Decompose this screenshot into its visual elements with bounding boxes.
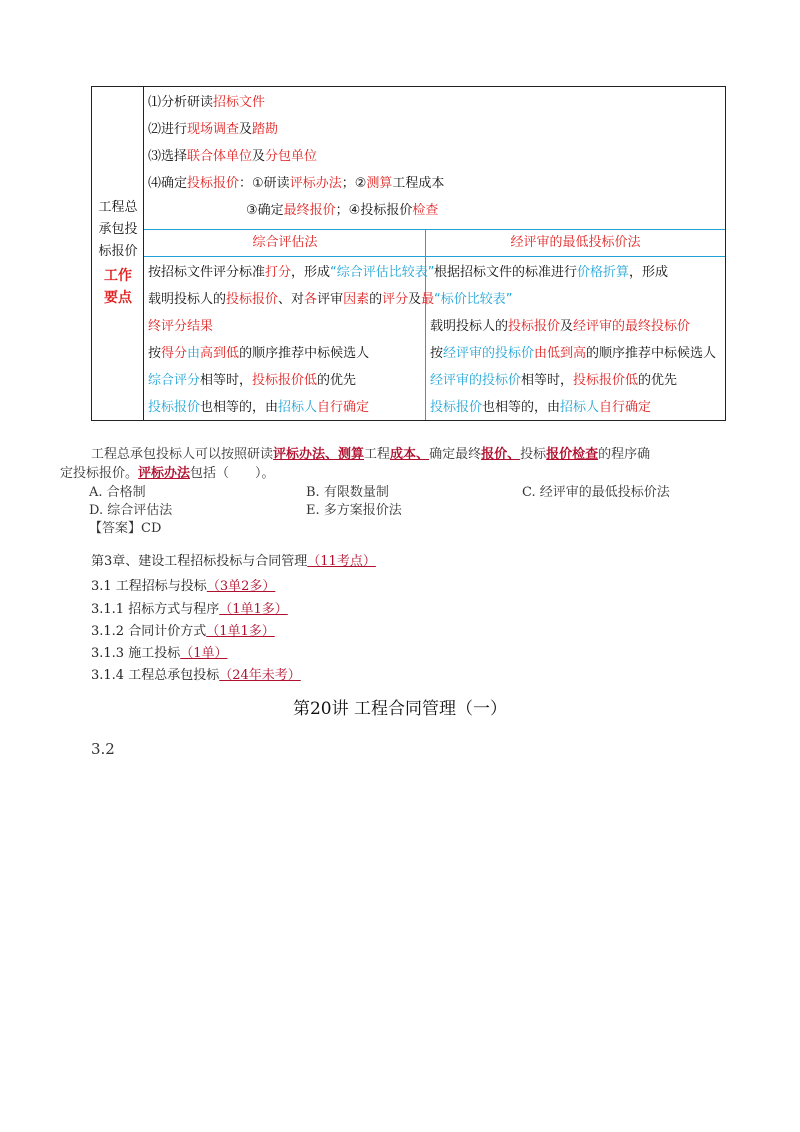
- cell-text: 载明投标人的: [430, 319, 509, 334]
- cell-text: 根据招标文件的标准进行: [434, 265, 578, 280]
- cell-text: 载明投标人的: [148, 292, 227, 307]
- step-keyword: 测算: [366, 176, 393, 191]
- step-text: 工程成本: [392, 176, 445, 191]
- option-e: E. 多方案报价法: [306, 503, 402, 518]
- col2-line-3: [430, 313, 690, 340]
- step-5: [246, 201, 438, 221]
- step-text: ⑵进行: [148, 122, 188, 137]
- option-c: C. 经评审的最低投标价法: [522, 485, 670, 500]
- question-keyword: 报价检查: [546, 447, 599, 462]
- step-text: ③确定: [246, 203, 284, 218]
- cell-keyword: 投标报价低: [252, 373, 318, 388]
- question-text: 确定最终: [429, 447, 482, 462]
- question-keyword: 评标办法、测算: [273, 447, 365, 462]
- cell-keyword: 经评审的最终投标价: [573, 319, 691, 334]
- row-label-line: 要点: [104, 290, 132, 306]
- row-label: [92, 197, 144, 263]
- col1-header: 综合评估法: [144, 229, 426, 257]
- step-keyword: 招标文件: [213, 95, 266, 110]
- step-keyword: 现场调查: [187, 122, 240, 137]
- cell-keyword: 高到低: [200, 346, 240, 361]
- col1-line-6: [148, 394, 369, 421]
- cell-text: 也相等的，由: [482, 400, 561, 415]
- cell-text: 按: [430, 346, 444, 361]
- row-label-line: 工作: [104, 268, 132, 284]
- step-4: [148, 174, 444, 194]
- section-number: 3.2: [91, 740, 115, 758]
- step-text: ；②: [341, 176, 367, 191]
- cell-keyword: 自行确定: [599, 400, 652, 415]
- cell-text: ，形成: [291, 265, 331, 280]
- cell-keyword: 由低到高: [534, 346, 587, 361]
- cell-keyword: 自行确定: [317, 400, 370, 415]
- cell-keyword: 经评审的投标价: [443, 346, 535, 361]
- step-text: 及: [239, 122, 253, 137]
- col1-line-4: [148, 340, 369, 367]
- step-text: ⑶选择: [148, 149, 188, 164]
- cell-keyword: “综合评估比较表”: [330, 265, 435, 280]
- cell-text: 的优先: [638, 373, 678, 388]
- cell-text: 及: [560, 319, 574, 334]
- cell-keyword: 投标报价: [148, 400, 201, 415]
- question-text: 的程序确: [598, 447, 651, 462]
- col2-line-6: [430, 394, 651, 421]
- toc-tag: （24年未考）: [219, 668, 301, 683]
- cell-text: 、对: [278, 292, 305, 307]
- cell-text: 的顺序推荐中标候选人: [586, 346, 717, 361]
- row-label-line: 工程总: [98, 200, 138, 215]
- cell-keyword: 终评分结果: [148, 319, 214, 334]
- step-keyword: 联合体单位: [187, 149, 253, 164]
- toc-tag: （1单）: [180, 646, 228, 661]
- step-text: 及: [252, 149, 266, 164]
- row-label-line: 标报价: [98, 244, 138, 259]
- toc-tag: （3单2多）: [206, 579, 276, 594]
- toc-title: 3.1.2 合同计价方式: [91, 624, 207, 639]
- toc-item-3-1-4: [91, 664, 301, 683]
- cell-keyword: 由: [187, 346, 201, 361]
- answer: 【答案】CD: [89, 521, 162, 536]
- question-text: 包括（ ）。: [190, 466, 275, 481]
- toc-title: 3.1.1 招标方式与程序: [91, 602, 220, 617]
- question-keyword: 评标办法: [138, 466, 191, 481]
- cell-text: 按招标文件评分标准: [148, 265, 266, 280]
- cell-text: 的优先: [317, 373, 357, 388]
- col1-line-5: [148, 367, 356, 394]
- col2-line-2: [434, 286, 512, 313]
- cell-keyword: 打分: [265, 265, 292, 280]
- cell-keyword: 因素: [343, 292, 370, 307]
- cell-keyword: 招标人: [278, 400, 318, 415]
- toc-title: 3.1 工程招标与投标: [91, 579, 207, 594]
- cell-keyword: 投标报价: [226, 292, 279, 307]
- toc-title: 第3章、建设工程招标投标与合同管理: [91, 554, 308, 569]
- cell-keyword: 各: [304, 292, 318, 307]
- question-text: 工程总承包投标人可以按照研读: [91, 447, 274, 462]
- cell-keyword: 招标人: [560, 400, 600, 415]
- cell-keyword: 综合评分: [148, 373, 201, 388]
- cell-keyword: “标价比较表”: [434, 292, 513, 307]
- cell-text: 的顺序推荐中标候选人: [239, 346, 370, 361]
- col2-line-4: [430, 340, 716, 367]
- toc-item-3-1: [91, 575, 275, 594]
- toc-title: 3.1.4 工程总承包投标: [91, 668, 220, 683]
- cell-text: 相等时，: [521, 373, 574, 388]
- question-text: 投标: [520, 447, 547, 462]
- column-divider: [425, 229, 426, 420]
- step-keyword: 踏勘: [252, 122, 279, 137]
- cell-keyword: 评分: [382, 292, 409, 307]
- option-d: D. 综合评估法: [89, 503, 173, 518]
- toc-item-3-1-2: [91, 620, 275, 639]
- work-points-table: [91, 86, 726, 421]
- col1-line-2: [148, 286, 434, 313]
- step-text: ：①研读: [239, 176, 290, 191]
- col2-header: 经评审的最低投标价法: [426, 229, 725, 257]
- step-keyword: 检查: [412, 203, 439, 218]
- col1-line-1: [148, 259, 435, 286]
- cell-keyword: 最: [421, 292, 435, 307]
- question-line-2: [60, 462, 275, 481]
- cell-keyword: 得分: [161, 346, 188, 361]
- cell-text: 相等时，: [200, 373, 253, 388]
- step-keyword: 评标办法: [289, 176, 342, 191]
- cell-keyword: 投标报价: [430, 400, 483, 415]
- toc-title: 3.1.3 施工投标: [91, 646, 181, 661]
- cell-text: ，形成: [629, 265, 669, 280]
- cell-text: 按: [148, 346, 162, 361]
- col2-line-5: [430, 367, 677, 394]
- question-keyword: 成本、: [390, 447, 430, 462]
- toc-item-3-1-3: [91, 642, 228, 661]
- cell-text: 也相等的，由: [200, 400, 279, 415]
- step-text: ⑴分析研读: [148, 95, 214, 110]
- cell-keyword: 投标报价: [508, 319, 561, 334]
- option-b: B. 有限数量制: [306, 485, 389, 500]
- row-label-highlight: [92, 265, 144, 309]
- lecture-title: 第20讲 工程合同管理（一）: [292, 699, 508, 719]
- cell-keyword: 经评审的投标价: [430, 373, 522, 388]
- cell-keyword: 价格折算: [577, 265, 630, 280]
- toc-tag: （11考点）: [307, 554, 376, 569]
- col2-line-1: [434, 259, 668, 286]
- step-keyword: 投标报价: [187, 176, 240, 191]
- question-keyword: 报价、: [481, 447, 521, 462]
- chapter-heading: [91, 550, 376, 569]
- toc-item-3-1-1: [91, 598, 288, 617]
- toc-tag: （1单1多）: [219, 602, 288, 617]
- option-a: A. 合格制: [89, 485, 146, 500]
- cell-text: 及: [408, 292, 422, 307]
- question-text: 定投标报价。: [60, 466, 139, 481]
- question-line-1: [91, 443, 650, 462]
- toc-tag: （1单1多）: [206, 624, 275, 639]
- step-keyword: 分包单位: [265, 149, 318, 164]
- cell-text: 的: [369, 292, 383, 307]
- step-3: [148, 147, 317, 167]
- step-2: [148, 120, 278, 140]
- step-keyword: 最终报价: [283, 203, 336, 218]
- step-1: [148, 93, 265, 113]
- table-left-label-column: [92, 87, 144, 420]
- step-text: ；④投标报价: [335, 203, 413, 218]
- cell-text: 评审: [317, 292, 344, 307]
- step-text: ⑷确定: [148, 176, 188, 191]
- row-label-line: 承包投: [98, 222, 138, 237]
- col1-line-3: [148, 313, 213, 340]
- cell-keyword: 投标报价低: [573, 373, 639, 388]
- question-text: 工程: [364, 447, 391, 462]
